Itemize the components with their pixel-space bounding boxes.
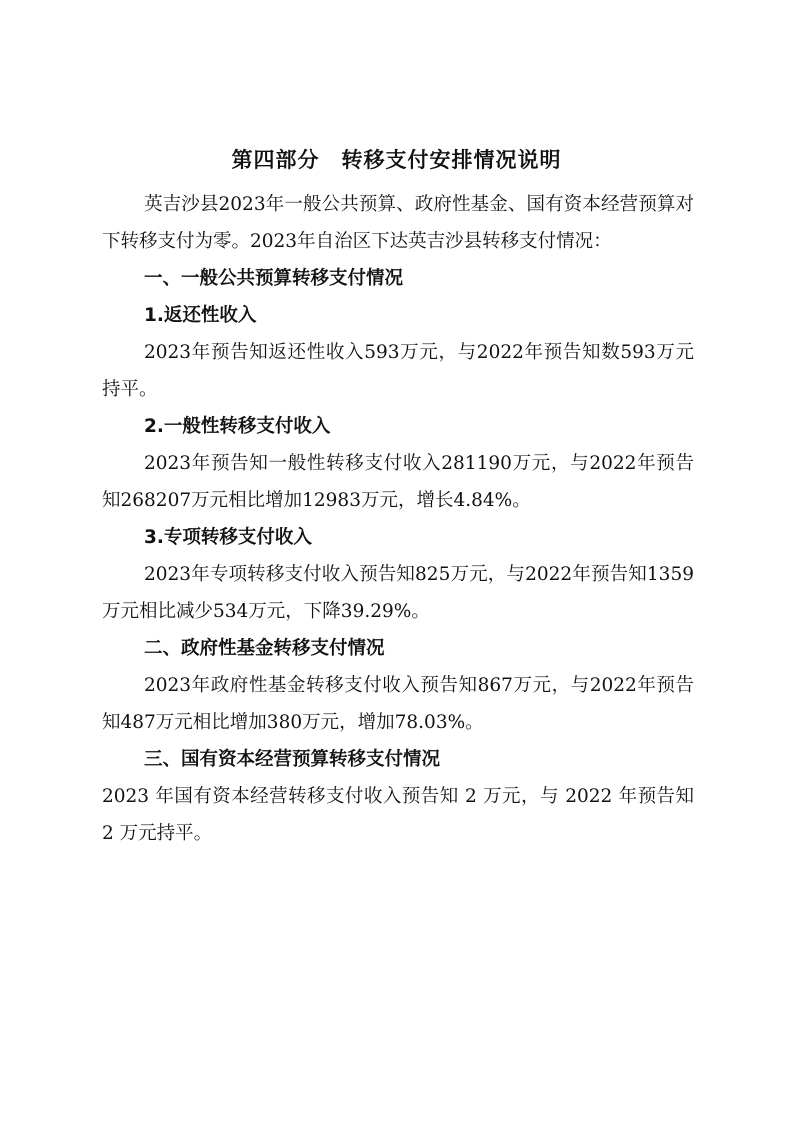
section-2-paragraph: 2023年政府性基金转移支付收入预告知867万元，与2022年预告知487万元相比增加380万元，增加78.03%。 (102, 675, 694, 733)
section-1-heading: 一、一般公共预算转移支付情况 (144, 268, 404, 289)
intro-paragraph: 英吉沙县2023年一般公共预算、政府性基金、国有资本经营预算对下转移支付为零。2023年自治区下达英吉沙县转移支付情况： (102, 194, 694, 252)
subsection-1-heading: 1.返还性收入 (144, 305, 257, 326)
subsection-3-heading: 3.专项转移支付收入 (144, 527, 312, 548)
section-3-heading: 三、国有资本经营预算转移支付情况 (144, 749, 441, 770)
section-2-heading: 二、政府性基金转移支付情况 (144, 638, 385, 659)
page-title: 第四部分 转移支付安排情况说明 (231, 148, 562, 172)
section-3-paragraph: 2023 年国有资本经营转移支付收入预告知 2 万元，与 2022 年预告知 2 万元持平。 (102, 786, 694, 844)
subsection-2-heading: 2.一般性转移支付收入 (144, 416, 331, 437)
document-body (102, 186, 694, 852)
subsection-2-paragraph: 2023年预告知一般性转移支付收入281190万元，与2022年预告知268207万元相比增加12983万元，增长4.84%。 (102, 453, 694, 511)
subsection-1-paragraph: 2023年预告知返还性收入593万元，与2022年预告知数593万元持平。 (102, 342, 694, 400)
subsection-3-paragraph: 2023年专项转移支付收入预告知825万元，与2022年预告知1359万元相比减少534万元，下降39.29%。 (102, 564, 694, 622)
